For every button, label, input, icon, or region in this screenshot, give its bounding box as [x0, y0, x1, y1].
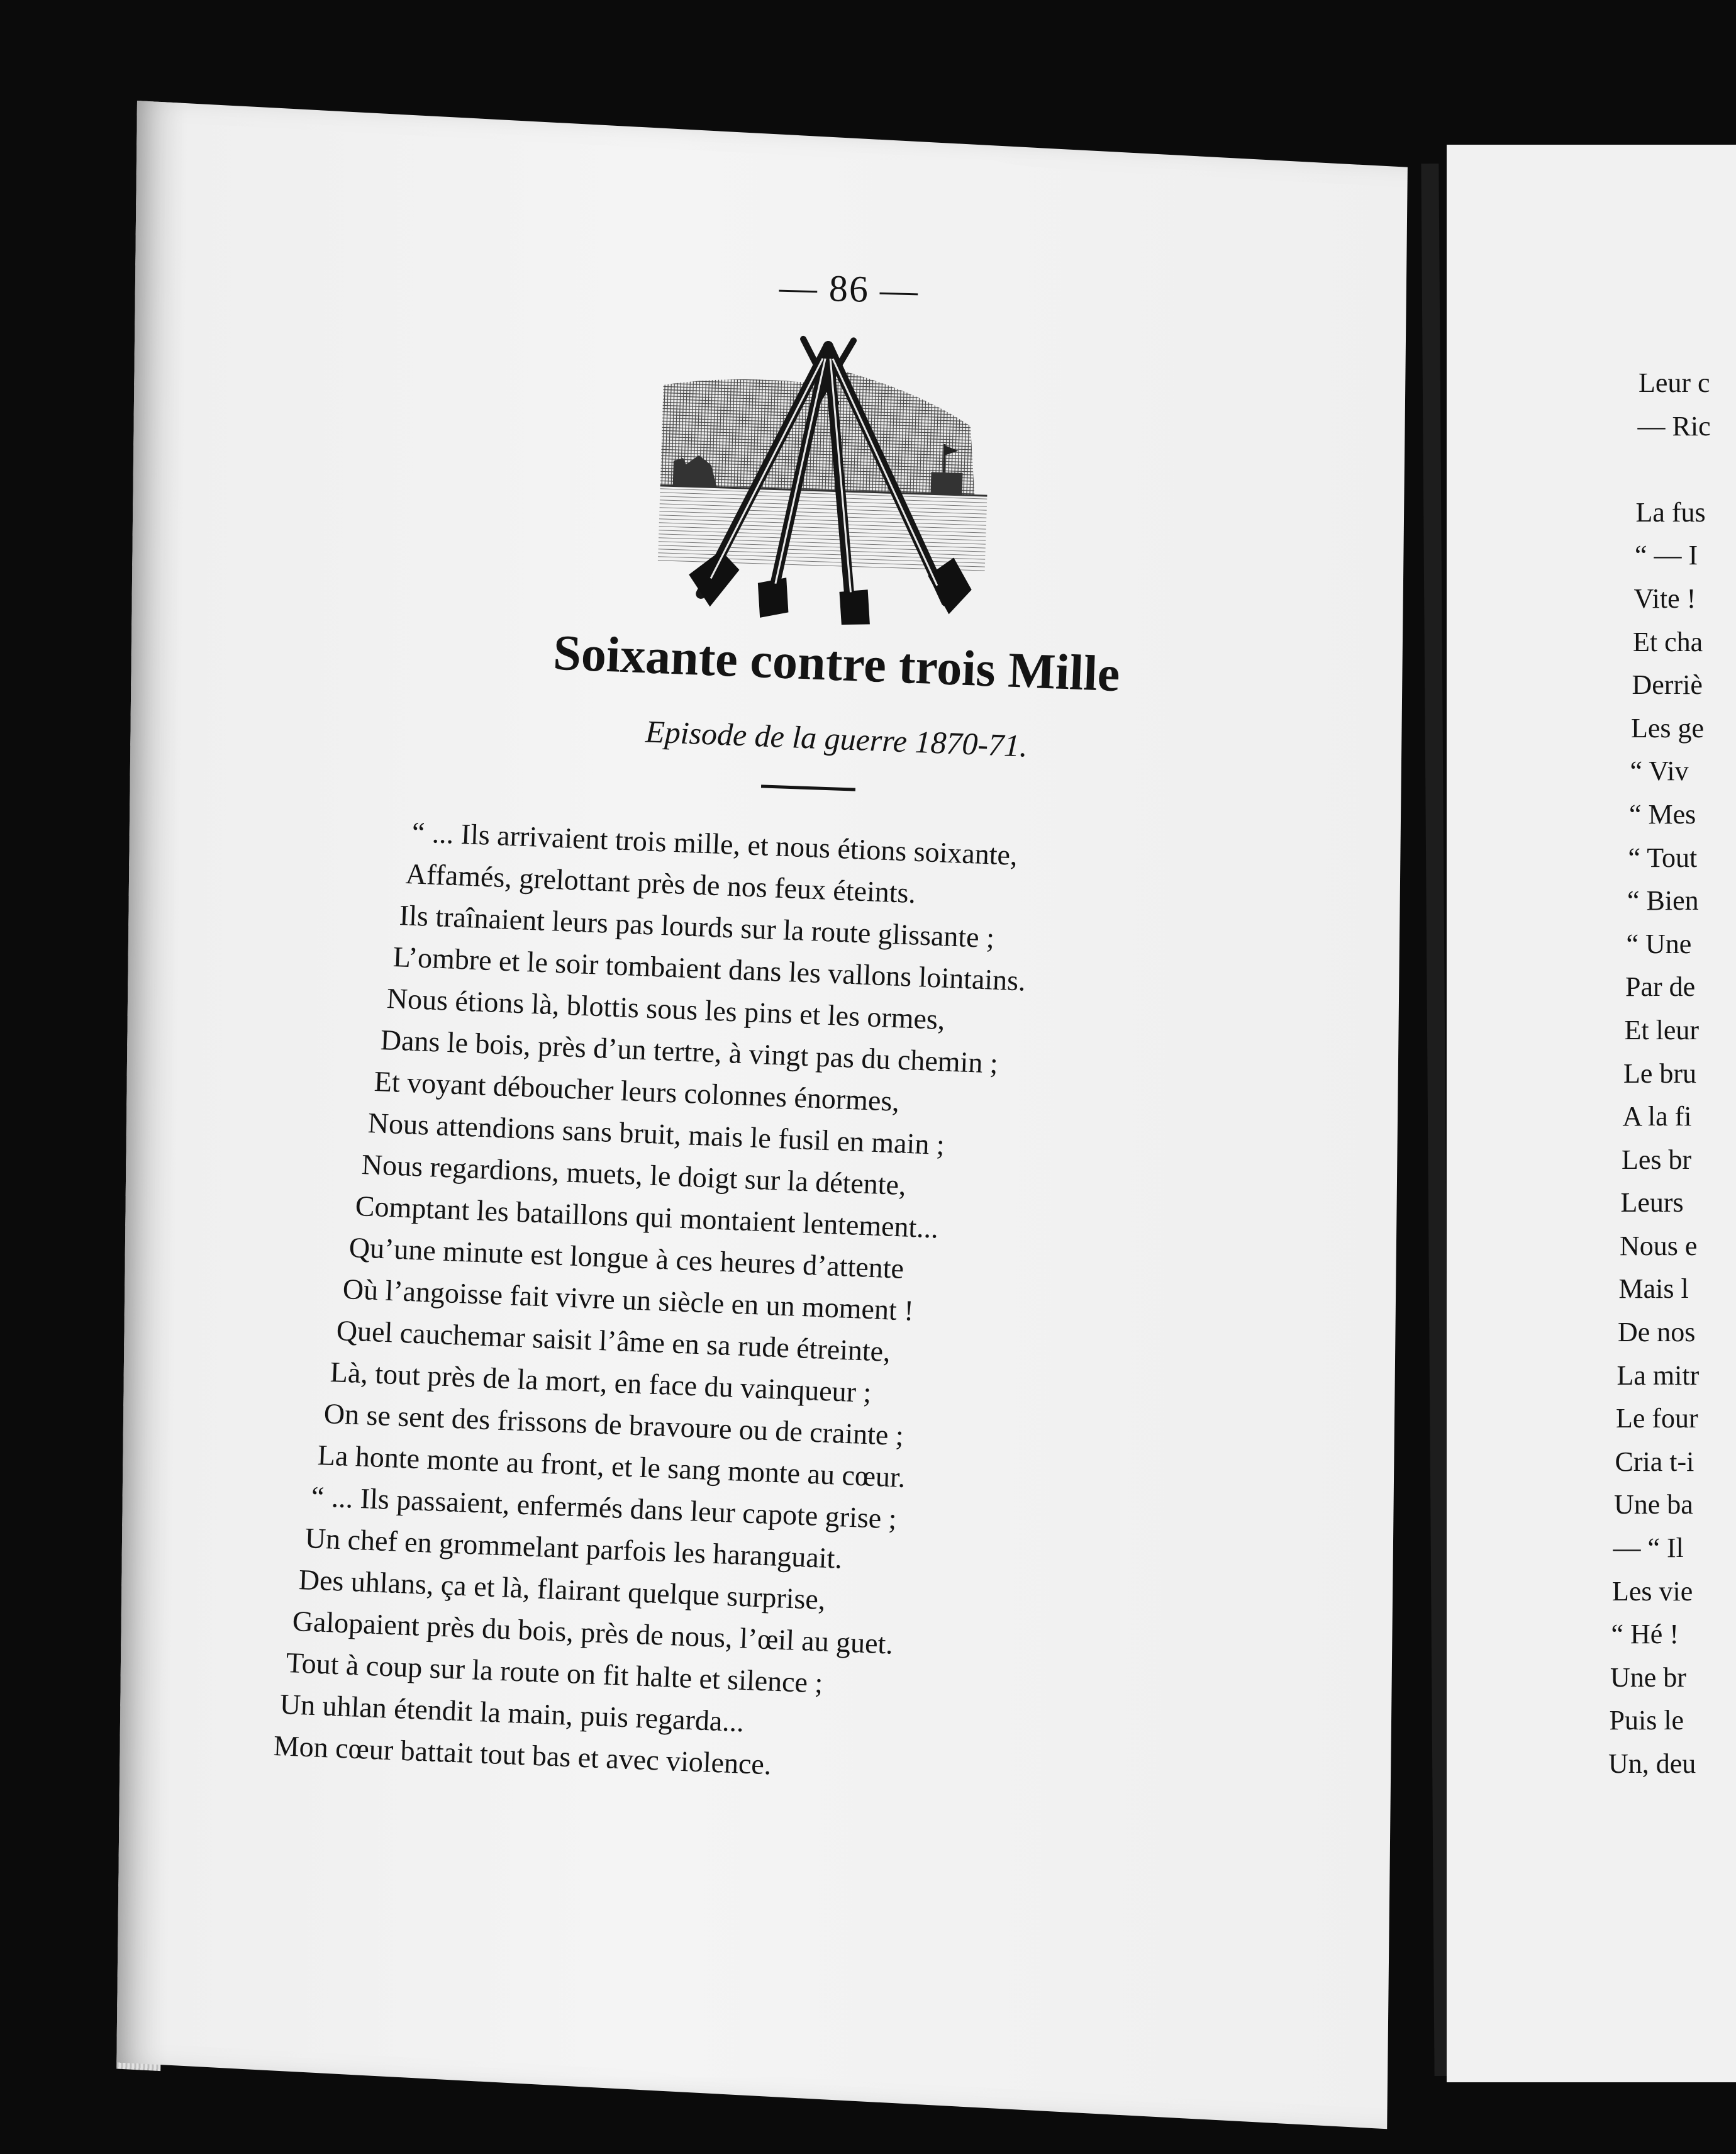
- right-page-line: “ Hé !: [1611, 1619, 1679, 1650]
- right-page-line: Une br: [1610, 1661, 1686, 1693]
- poem-line: Un uhlan étendit la main, puis regarda...: [279, 1688, 745, 1738]
- right-page-line: Un, deu: [1608, 1748, 1696, 1779]
- right-page-line: “ — I: [1635, 540, 1698, 571]
- poem-line: Ils traînaient leurs pas lourds sur la route glissante ;: [399, 899, 995, 954]
- poem-line: Un chef en grommelant parfois les haranguait.: [304, 1522, 843, 1575]
- right-page-line: La mitr: [1616, 1359, 1700, 1391]
- right-page-line: Par de: [1625, 971, 1696, 1003]
- poem-line: La honte monte au front, et le sang monte au cœur.: [317, 1439, 906, 1493]
- title-rule: [761, 784, 855, 791]
- stacked-rifles-engraving: [650, 328, 998, 635]
- right-page-line: Leurs: [1620, 1187, 1684, 1219]
- right-page-line: Leur c: [1639, 367, 1710, 398]
- right-page-line: Cria t-i: [1615, 1446, 1694, 1477]
- right-page-line: De nos: [1618, 1317, 1696, 1348]
- right-page-line: Les ge: [1631, 712, 1705, 744]
- right-page-line: Et leur: [1624, 1014, 1700, 1046]
- poem-line: Qu’une minute est longue à ces heures d’attente: [348, 1231, 904, 1285]
- poem-line: “ ... Ils passaient, enfermés dans leur capote grise ;: [311, 1480, 898, 1535]
- right-page-line: — “ Il: [1613, 1532, 1684, 1564]
- poem-line: Où l’angoisse fait vivre un siècle en un moment !: [342, 1273, 915, 1327]
- right-page-text: [1608, 362, 1726, 1786]
- poem-line: L’ombre et le soir tombaient dans les vallons lointains.: [392, 940, 1027, 997]
- right-page-line: Mais l: [1618, 1273, 1689, 1305]
- poem-body: [273, 812, 1255, 1781]
- poem-line: Nous attendions sans bruit, mais le fusil en main ;: [367, 1107, 945, 1161]
- poem-line: Nous regardions, muets, le doigt sur la détente,: [361, 1148, 907, 1202]
- poem-line: Des uhlans, ça et là, flairant quelque surprise,: [298, 1563, 826, 1616]
- right-page-line: Nous e: [1620, 1230, 1698, 1261]
- right-page-line: Vite !: [1633, 583, 1696, 614]
- right-page-line: “ Tout: [1628, 842, 1698, 873]
- right-page-line: “ Bien: [1627, 885, 1699, 917]
- right-page-line: [1637, 448, 1726, 491]
- right-page-line: A la fi: [1622, 1101, 1692, 1132]
- right-page-line: “ Viv: [1630, 756, 1689, 787]
- right-page-line: Le four: [1616, 1403, 1698, 1434]
- right-page-line: Le bru: [1623, 1057, 1697, 1089]
- poem-subtitle: Episode de la guerre 1870-71.: [645, 713, 1028, 764]
- poem-line: Là, tout près de la mort, en face du vainqueur ;: [330, 1356, 872, 1409]
- right-page-line: “ Mes: [1629, 798, 1696, 830]
- right-page-line: Puis le: [1609, 1705, 1684, 1736]
- poem-line: Dans le bois, près d’un tertre, à vingt pas du chemin ;: [380, 1024, 999, 1080]
- right-page-line: — Ric: [1637, 410, 1711, 442]
- poem-line: Quel cauchemar saisit l’âme en sa rude étreinte,: [336, 1314, 891, 1368]
- right-page-line: Et cha: [1633, 626, 1703, 657]
- poem-line: Nous étions là, blottis sous les pins et les ormes,: [386, 982, 946, 1036]
- poem-line: Tout à coup sur la route on fit halte et silence ;: [286, 1646, 824, 1699]
- right-page-line: Les br: [1622, 1144, 1692, 1175]
- poem-title: Soixante contre trois Mille: [552, 625, 1121, 703]
- page-number: — 86 —: [779, 266, 920, 311]
- right-page-line: Derriè: [1632, 669, 1703, 701]
- poem-line: Galopaient près du bois, près de nous, l’œil au guet.: [292, 1605, 894, 1660]
- poem-line: Comptant les bataillons qui montaient lentement...: [355, 1190, 939, 1244]
- poem-line: Et voyant déboucher leurs colonnes énormes,: [374, 1065, 900, 1118]
- right-page-line: Les vie: [1612, 1575, 1693, 1607]
- poem-line: On se sent des frissons de bravoure ou de crainte ;: [323, 1397, 904, 1452]
- poem-line: “ ... Ils arrivaient trois mille, et nous étions soixante,: [411, 816, 1018, 871]
- right-page-line: Une ba: [1614, 1489, 1693, 1521]
- right-page-line: “ Une: [1626, 928, 1692, 959]
- right-page-line: La fus: [1635, 496, 1706, 528]
- poem-line: Affamés, grelottant près de nos feux éteints.: [405, 857, 916, 910]
- poem-line: Mon cœur battait tout bas et avec violence.: [273, 1729, 772, 1781]
